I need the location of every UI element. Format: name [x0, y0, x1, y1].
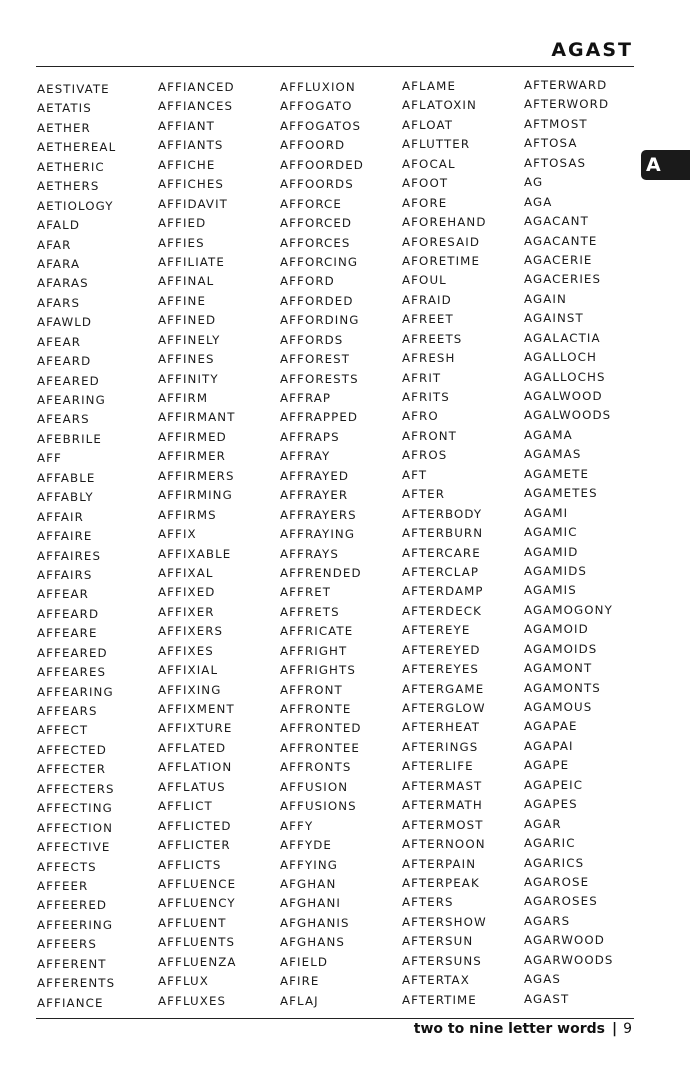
word-entry: AFTERPAIN [402, 856, 477, 871]
word-entry: AFFRAYING [280, 527, 356, 542]
word-entry: AFFOGATOS [280, 118, 362, 133]
word-entry: AGAMI [524, 505, 569, 520]
word-entry: AFFLUENZA [158, 954, 237, 969]
word-entry: AFFLICTED [158, 818, 232, 833]
word-entry: AFFRICATE [280, 624, 354, 639]
word-entry: AFFINE [158, 293, 206, 308]
word-entry: AFFIXABLE [158, 546, 232, 561]
word-entry: AGARWOOD [524, 933, 605, 948]
word-entry: AGAMA [524, 427, 573, 442]
word-entry: AFFIDAVIT [158, 196, 228, 211]
word-entry: AFFLUXES [158, 993, 227, 1008]
word-entry: AFFIRM [158, 391, 209, 405]
word-column-3 [280, 78, 364, 1011]
word-entry: AFTERTIME [402, 992, 477, 1007]
word-entry: AFTERSUNS [402, 953, 482, 968]
word-entry: AFFRAPPED [280, 410, 359, 425]
word-entry: AFGHAN [280, 876, 337, 891]
word-entry: AFFYDE [280, 838, 332, 853]
word-entry: AFFILIATE [158, 254, 225, 269]
word-entry: AGAMETES [524, 486, 598, 501]
word-entry: AFORE [402, 195, 448, 210]
word-entry: AFTERSHOW [402, 914, 487, 929]
word-entry: AFRAID [402, 292, 452, 307]
word-entry: AFFIXING [158, 682, 222, 697]
bottom-rule [36, 1018, 634, 1019]
word-entry: AFFIXTURE [158, 721, 233, 736]
word-entry: AFFOORDED [280, 157, 364, 172]
word-entry: AGARIC [524, 836, 576, 851]
word-entry: AFREET [402, 312, 454, 327]
word-entry: AFROS [402, 448, 448, 463]
word-entry: AFFIED [158, 216, 207, 231]
word-entry: AGARS [524, 913, 571, 928]
word-entry: AGAROSE [524, 874, 590, 889]
word-entry: AGAMOUS [524, 700, 593, 714]
word-entry: AGAPEIC [524, 777, 584, 792]
word-entry: AFTERCARE [402, 545, 481, 560]
word-entry: AFFECTERS [37, 781, 115, 796]
word-entry: AFFRENDED [280, 565, 362, 580]
word-entry: AFAWLD [37, 315, 93, 330]
word-entry: AETHER [37, 120, 91, 135]
word-entry: AFFRET [280, 585, 332, 600]
word-entry: AFEARD [37, 354, 92, 369]
word-entry: AFFIXERS [158, 624, 224, 639]
word-entry: AFFIXIAL [158, 663, 219, 678]
word-entry: AFFRAYS [280, 546, 339, 561]
word-entry: AFFIRMING [158, 488, 233, 503]
word-entry: AFORETIME [402, 253, 481, 268]
word-entry: AGAPES [524, 797, 578, 812]
word-entry: AFTEREYES [402, 662, 480, 677]
word-entry: AFFIXAL [158, 565, 214, 580]
word-entry: AFTOSA [524, 136, 578, 151]
word-entry: AFFECTER [37, 762, 106, 777]
word-entry: AFTERSUN [402, 934, 474, 949]
word-entry: AFOOT [402, 176, 449, 191]
word-entry: AFFEARES [37, 665, 107, 680]
word-entry: AFFIRMS [158, 507, 217, 522]
word-entry: AFFINAL [158, 274, 215, 289]
word-entry: AFFIXMENT [158, 702, 235, 716]
word-entry: AFFRAY [280, 449, 331, 464]
word-entry: AETIOLOGY [37, 198, 114, 213]
word-entry: AFFECTS [37, 859, 97, 874]
word-entry: AFFEARS [37, 704, 98, 718]
word-entry: AFFAIR [37, 509, 84, 524]
word-entry: AFFLUENTS [158, 935, 236, 950]
word-entry: AFFEARING [37, 684, 114, 699]
word-entry: AFFIRMANT [158, 410, 236, 425]
word-entry: AGACANT [524, 214, 589, 229]
word-entry: AFAR [37, 237, 72, 252]
word-entry: AFFORCED [280, 216, 353, 231]
word-entry: AFEARED [37, 373, 100, 388]
word-entry: AGAPAE [524, 719, 578, 734]
word-entry: AFFLATUS [158, 779, 226, 794]
word-entry: AFTERS [402, 895, 454, 910]
word-entry: AFFLUX [158, 974, 209, 989]
word-column-5 [524, 76, 614, 1009]
word-entry: AFFERENT [37, 956, 107, 971]
word-entry: AFFRONTED [280, 721, 362, 736]
word-entry: AFTERPEAK [402, 875, 480, 890]
word-entry: AFFRAYER [280, 488, 349, 503]
word-entry: AGA [524, 194, 553, 209]
word-entry: AFFORCE [280, 196, 342, 211]
word-entry: AFFIX [158, 527, 197, 542]
word-entry: AFFICHES [158, 177, 224, 192]
word-entry: AFFOGATO [280, 99, 353, 114]
word-entry: AGAMIDS [524, 563, 588, 578]
book-title: two to nine letter words [413, 1021, 605, 1037]
word-entry: AFFABLY [37, 490, 94, 505]
word-entry: AFTOSAS [524, 155, 587, 170]
word-entry: AFARAS [37, 276, 89, 291]
word-entry: AFLAJ [280, 993, 319, 1008]
word-entry: AGAMIS [524, 583, 577, 598]
word-entry: AFFABLE [37, 470, 96, 485]
word-entry: AFFEERED [37, 898, 108, 913]
word-entry: AFRONT [402, 428, 457, 443]
guide-word: AGAST [551, 39, 633, 61]
word-entry: AFFORCES [280, 235, 351, 250]
top-rule [36, 66, 634, 67]
word-entry: AFFRETS [280, 604, 340, 619]
word-column-4 [402, 77, 487, 1010]
word-entry: AFFORCING [280, 254, 359, 269]
word-entry: AFTERDECK [402, 603, 482, 618]
word-entry: AFFOREST [280, 352, 351, 367]
word-entry: AFFEAR [37, 587, 89, 602]
word-entry: AFFUSION [280, 779, 349, 794]
word-entry: AFFIANT [158, 118, 215, 133]
word-entry: AFLAME [402, 79, 457, 93]
word-entry: AFALD [37, 218, 80, 233]
word-entry: AFFLATION [158, 760, 233, 775]
word-entry: AGARICS [524, 855, 585, 870]
word-entry: AFGHANS [280, 935, 345, 950]
word-entry: AFTERLIFE [402, 759, 474, 774]
word-entry: AFTERWARD [524, 78, 608, 92]
word-entry: AFFRAYERS [280, 507, 357, 522]
word-entry: AFIELD [280, 954, 329, 969]
word-entry: AFFRIGHT [280, 643, 348, 658]
word-entry: AFF [37, 451, 62, 466]
word-entry: AFTEREYE [402, 623, 471, 638]
word-entry: AFFECTION [37, 820, 114, 835]
word-entry: AFEARS [37, 412, 90, 427]
word-entry: AFFRAYED [280, 468, 350, 483]
word-entry: AGALWOOD [524, 389, 603, 403]
word-entry: AFFLUENCY [158, 896, 236, 911]
word-entry: AFFY [280, 818, 314, 833]
word-entry: AFFEARD [37, 606, 100, 621]
word-entry: AGAROSES [524, 894, 598, 909]
word-entry: AFEARING [37, 393, 106, 407]
word-entry: AGALACTIA [524, 330, 601, 345]
word-entry: AGAMOGONY [524, 602, 613, 617]
word-entry: AFFORD [280, 274, 335, 289]
word-entry: AFFIRMERS [158, 468, 235, 483]
word-entry: AGAMETE [524, 466, 590, 481]
word-entry: AGAMIC [524, 525, 578, 540]
word-entry: AFFRONT [280, 682, 343, 697]
word-entry: AGACERIES [524, 272, 602, 287]
word-entry: AFFIXER [158, 604, 215, 619]
word-entry: AFFINELY [158, 332, 221, 347]
word-column-1 [37, 80, 116, 1013]
word-entry: AFOREHAND [402, 215, 487, 230]
word-entry: AFTERMOST [402, 817, 484, 832]
word-entry: AGAMONTS [524, 680, 601, 695]
word-entry: AFOUL [402, 273, 447, 288]
word-entry: AFFEER [37, 878, 89, 893]
word-entry: AFFRIGHTS [280, 663, 356, 678]
section-letter: A [646, 154, 661, 176]
word-entry: AFFYING [280, 857, 338, 872]
word-entry: AFFEERING [37, 917, 114, 932]
word-entry: AFTERTAX [402, 973, 470, 988]
word-entry: AGAMOID [524, 622, 589, 637]
word-entry: AFFAIRE [37, 529, 93, 544]
word-entry: AFFERENTS [37, 976, 116, 991]
word-entry: AETHERS [37, 179, 100, 194]
word-entry: AGAR [524, 816, 562, 831]
word-entry: AFOCAL [402, 156, 456, 171]
word-entry: AFFIRMER [158, 449, 226, 464]
word-entry: AFTERNOON [402, 837, 486, 852]
word-entry: AFFLUXION [280, 80, 356, 94]
word-entry: AFFLUENT [158, 915, 227, 930]
word-entry: AFFINED [158, 313, 217, 328]
word-entry: AGAMID [524, 544, 579, 559]
word-entry: AGAIN [524, 291, 567, 306]
word-entry: AGAINST [524, 311, 584, 326]
word-entry: AFGHANIS [280, 915, 350, 930]
word-entry: AFFRONTS [280, 760, 352, 775]
word-entry: AFTERWORD [524, 97, 610, 112]
word-entry: AFFRONTEE [280, 740, 360, 755]
word-entry: AFFOORDS [280, 177, 354, 192]
word-entry: AFTER [402, 487, 446, 502]
word-entry: AFTERMAST [402, 778, 483, 793]
word-entry: AFFECTED [37, 742, 107, 757]
word-entry: AFTERGLOW [402, 701, 486, 715]
word-entry: AFFECTING [37, 801, 113, 816]
word-entry: AFTEREYED [402, 642, 481, 657]
word-entry: AFGHANI [280, 896, 341, 911]
word-entry: AFT [402, 467, 428, 482]
word-entry: AGAMONT [524, 661, 593, 676]
word-entry: AFFEERS [37, 937, 97, 952]
word-entry: AGACANTE [524, 233, 598, 248]
word-entry: AFFLICTS [158, 857, 222, 872]
word-entry: AFTERGAME [402, 681, 485, 696]
word-entry: AFARA [37, 256, 81, 271]
word-entry: AFFECTIVE [37, 840, 111, 855]
word-entry: AFFRONTE [280, 702, 352, 716]
word-entry: AFTERMATH [402, 798, 483, 813]
word-entry: AGAST [524, 991, 570, 1006]
word-entry: AFFLUENCE [158, 876, 237, 891]
word-entry: AGALLOCH [524, 350, 597, 365]
page-footer [414, 1021, 632, 1037]
word-entry: AFFAIRS [37, 567, 93, 582]
word-entry: AFRESH [402, 351, 456, 366]
word-entry: AFFUSIONS [280, 799, 357, 814]
footer-separator: | [611, 1021, 618, 1037]
word-entry: AFFORESTS [280, 371, 359, 386]
word-entry: AETATIS [37, 101, 92, 116]
word-entry: AFTERBURN [402, 526, 484, 541]
word-entry: AFFIXES [158, 643, 214, 658]
word-entry: AFARS [37, 295, 81, 310]
word-entry: AFFECT [37, 723, 89, 738]
word-entry: AFTERINGS [402, 739, 479, 754]
word-entry: AFFORDING [280, 313, 360, 328]
word-entry: AETHEREAL [37, 140, 117, 155]
word-entry: AFTERHEAT [402, 720, 481, 735]
word-entry: AFTERCLAP [402, 564, 480, 579]
word-entry: AFFRAPS [280, 429, 340, 444]
page-number: 9 [623, 1021, 632, 1037]
word-entry: AFLATOXIN [402, 98, 477, 113]
word-entry: AGALWOODS [524, 408, 612, 423]
word-entry: AFRITS [402, 390, 450, 404]
word-entry: AFFINES [158, 352, 215, 367]
word-entry: AFRIT [402, 370, 442, 385]
word-entry: AGAPE [524, 758, 570, 773]
word-entry: AFEAR [37, 334, 82, 349]
word-entry: AFTERBODY [402, 506, 483, 521]
word-entry: AGAMOIDS [524, 641, 598, 656]
word-entry: AFFIANCED [158, 80, 235, 94]
word-entry: AFRO [402, 409, 439, 424]
word-entry: AFFICHE [158, 157, 216, 172]
word-entry: AFFAIRES [37, 548, 102, 563]
word-entry: AGAS [524, 972, 561, 987]
word-entry: AFFEARED [37, 645, 108, 660]
word-entry: AGARWOODS [524, 952, 614, 967]
word-entry: AFFIES [158, 235, 205, 250]
word-entry: AFFINITY [158, 371, 219, 386]
word-entry: AGALLOCHS [524, 369, 606, 384]
word-entry: AFFORDED [280, 293, 354, 308]
word-entry: AFFEARE [37, 626, 98, 641]
word-entry: AFREETS [402, 331, 463, 346]
word-entry: AFLUTTER [402, 137, 471, 152]
word-columns [0, 78, 690, 1013]
word-entry: AFFOORD [280, 138, 346, 153]
word-entry: AFTMOST [524, 116, 588, 131]
word-entry: AFFIXED [158, 585, 216, 600]
word-entry: AFFLATED [158, 740, 227, 755]
word-entry: AFFIANTS [158, 138, 224, 153]
word-entry: AFFIANCES [158, 99, 234, 114]
word-entry: AFFLICTER [158, 838, 231, 853]
word-entry: AFORESAID [402, 234, 481, 249]
word-entry: AFLOAT [402, 117, 454, 132]
word-entry: AESTIVATE [37, 82, 110, 96]
word-entry: AFIRE [280, 974, 320, 989]
word-entry: AGAMAS [524, 447, 582, 462]
word-entry: AFFIRMED [158, 429, 227, 444]
word-entry: AGAPAI [524, 738, 574, 753]
word-entry: AFTERDAMP [402, 584, 484, 599]
word-entry: AFFLICT [158, 799, 213, 814]
word-entry: AFFIANCE [37, 995, 104, 1010]
word-entry: AG [524, 175, 544, 190]
word-entry: AFFORDS [280, 332, 344, 347]
word-column-2 [158, 78, 237, 1011]
word-entry: AETHERIC [37, 159, 105, 174]
word-entry: AGACERIE [524, 252, 593, 267]
word-entry: AFEBRILE [37, 431, 102, 446]
word-entry: AFFRAP [280, 391, 332, 405]
